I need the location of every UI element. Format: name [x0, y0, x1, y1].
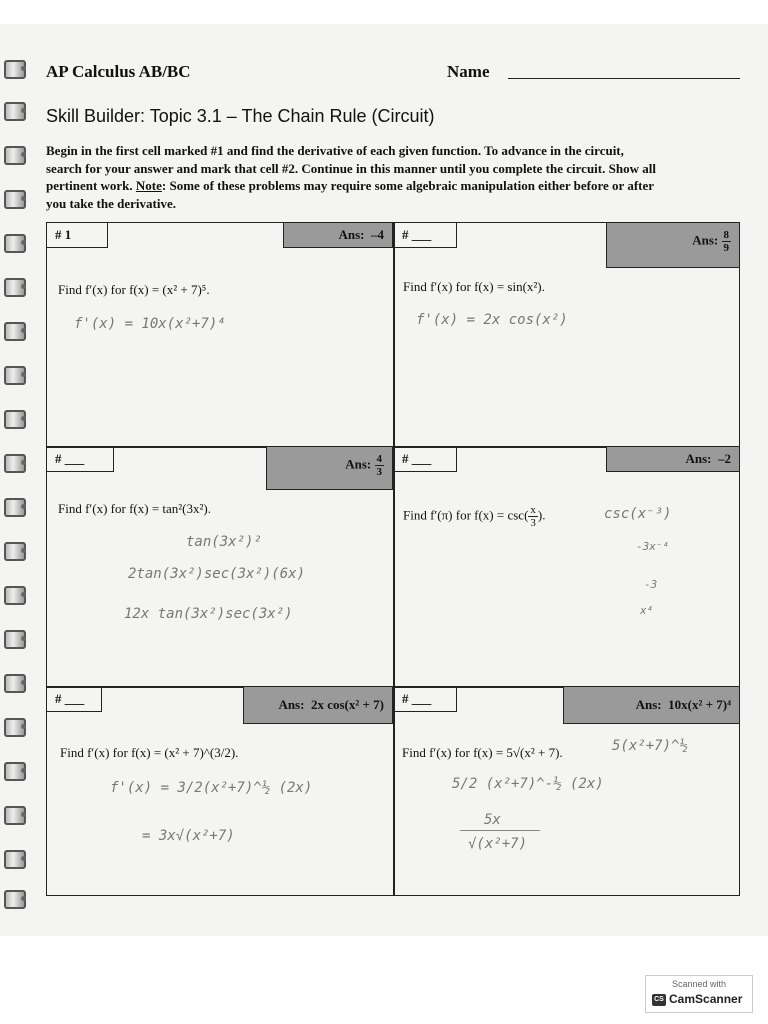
instructions — [46, 142, 746, 212]
cell-number[interactable]: # 1 — [46, 222, 108, 248]
problem-text: Find f′(π) for f(x) = csc( $\frac{x}{3}$ ). — [403, 504, 546, 529]
cell-number[interactable]: # ___ — [46, 446, 114, 472]
handwritten-work: f'(x) = 2x cos(x²) — [416, 312, 568, 328]
handwritten-work: x⁴ — [640, 604, 654, 617]
handwritten-work: -3x⁻⁴ — [636, 540, 670, 553]
note-label: Note — [135, 178, 162, 193]
handwritten-work: f'(x) = 10x(x²+7)⁴ — [74, 316, 226, 332]
camscanner-logo-icon: CS — [652, 994, 666, 1006]
handwritten-work: f'(x) = 3/2(x²+7)^½ (2x) — [110, 780, 313, 796]
problem-text: Find f′(x) for f(x) = (x² + 7)⁵. — [58, 282, 210, 297]
handwritten-work: 5(x²+7)^½ — [612, 738, 688, 754]
handwritten-work: 5/2 (x²+7)^-½ (2x) — [452, 776, 604, 792]
handwritten-fraction-bar — [460, 830, 540, 831]
page-title: Skill Builder: Topic 3.1 – The Chain Rule (Circuit) — [46, 106, 435, 126]
instructions-line: search for your answer and mark that cell #2. Continue in this manner until you complete the circuit. Show all — [46, 160, 656, 176]
answer-box: Ans: –4 — [283, 222, 393, 248]
problem-fraction: $\frac{x}{3}$ — [530, 504, 536, 529]
answer-fraction: $\frac{8}{9}$ — [723, 229, 729, 254]
handwritten-work: = 3x√(x²+7) — [142, 828, 235, 844]
cell-number[interactable]: # ___ — [393, 686, 457, 712]
course-title: AP Calculus AB/BC — [46, 62, 191, 81]
handwritten-work: 2tan(3x²)sec(3x²)(6x) — [128, 566, 306, 582]
answer-box: Ans: 2x cos(x² + 7) — [243, 686, 393, 724]
handwritten-work: 5x — [484, 812, 501, 828]
problem-text: Find f′(x) for f(x) = sin(x²). — [403, 279, 545, 294]
scanner-brand: CamScanner — [669, 992, 743, 1006]
problem-text: Find f′(x) for f(x) = 5√(x² + 7). — [402, 745, 563, 760]
handwritten-work: tan(3x²)² — [186, 534, 262, 550]
answer-box: Ans: 10x(x² + 7)⁴ — [563, 686, 740, 724]
name-field-line[interactable] — [508, 78, 740, 79]
problem-text: Find f′(x) for f(x) = tan²(3x²). — [58, 501, 211, 516]
cell-number[interactable]: # ___ — [393, 446, 457, 472]
answer-fraction: $\frac{4}{3}$ — [376, 453, 382, 478]
answer-box: Ans: $\frac{8}{9}$ — [606, 222, 740, 268]
handwritten-work: csc(x⁻³) — [604, 506, 672, 522]
cell-number[interactable]: # ___ — [393, 222, 457, 248]
scanner-caption: Scanned with — [671, 979, 727, 989]
camscanner-watermark — [645, 975, 753, 1013]
handwritten-work: -3 — [644, 578, 658, 591]
instructions-line: Begin in the first cell marked #1 and find the derivative of each given function. To advance in the circuit, — [46, 143, 624, 158]
problem-text: Find f′(x) for f(x) = (x² + 7)^(3/2). — [60, 745, 239, 760]
instructions-line: you take the derivative. — [46, 195, 176, 211]
name-label: Name — [447, 62, 490, 81]
handwritten-work: 12x tan(3x²)sec(3x²) — [124, 606, 293, 622]
instructions-line: pertinent work. Note: Some of these problems may require some algebraic manipulation either before or after — [46, 178, 655, 193]
cell-number[interactable]: # ___ — [46, 686, 102, 712]
grid-divider — [393, 222, 395, 896]
answer-box: Ans: –2 — [606, 446, 740, 472]
handwritten-work: √(x²+7) — [468, 836, 528, 852]
answer-box: Ans: $\frac{4}{3}$ — [266, 446, 393, 490]
